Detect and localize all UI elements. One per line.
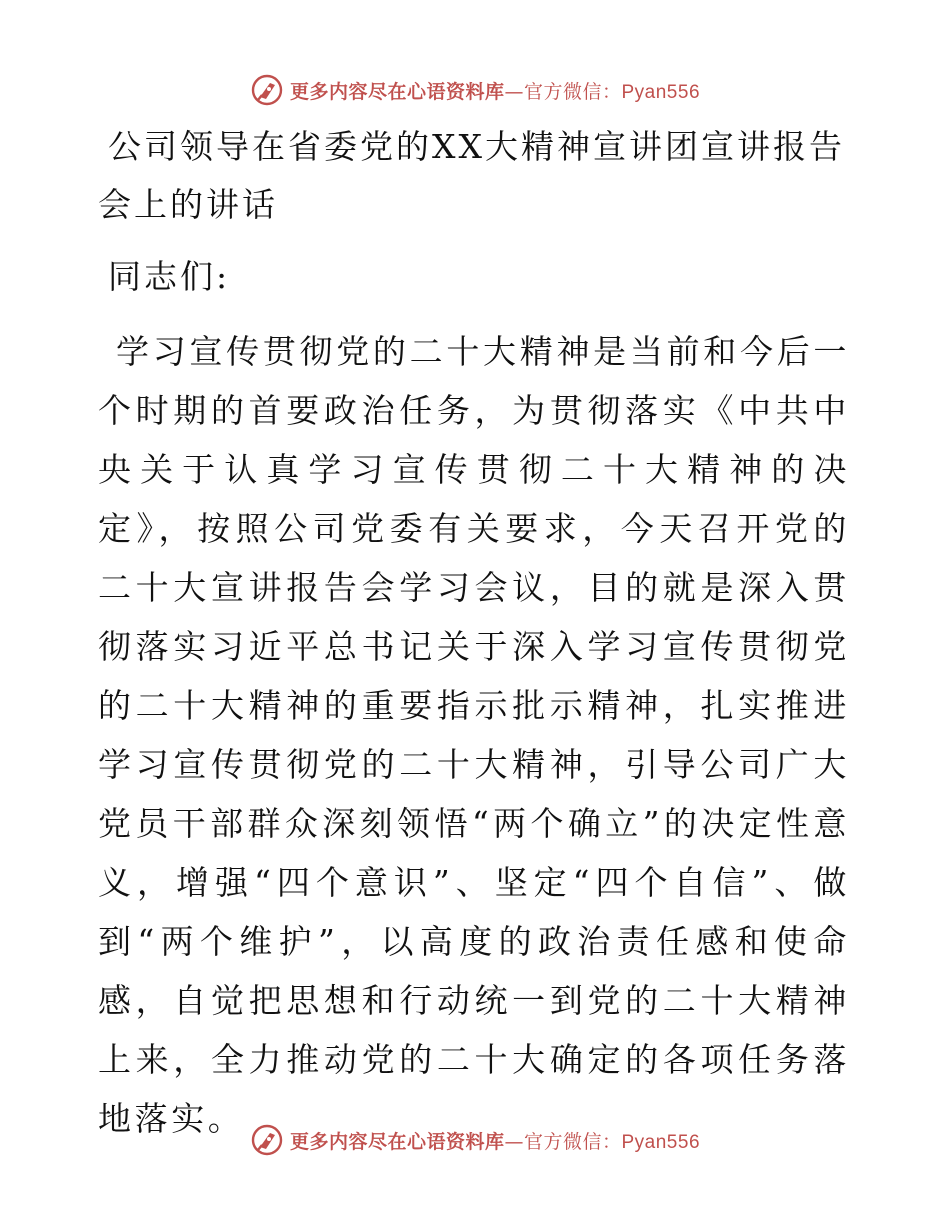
banner-wechat-label: 官方微信： (523, 80, 622, 103)
salutation: 同志们: (108, 257, 231, 296)
pen-nib-logo-icon (250, 1123, 284, 1157)
banner-wechat-id: Pyan556 (621, 1131, 701, 1153)
banner-text (290, 1127, 700, 1154)
pen-nib-logo-icon (250, 73, 284, 107)
banner-dash: — (504, 80, 524, 103)
banner-wechat-label: 官方微信： (523, 1130, 622, 1153)
body-paragraph: 学习宣传贯彻党的二十大精神是当前和今后一个时期的首要政治任务，为贯彻落实《中共中央关于认真学习宣传贯彻二十大精神的决定》，按照公司党委有关要求，今天召开党的二十大宣讲报告会学习会议，目的就是深入贯彻落实习近平总书记关于深入学习宣传贯彻党的二十大精神的重要指示批示精神，扎实推进学习宣传贯彻党的二十大精神，引导公司广大党员干部群众深刻领悟“两个确立”的决定性意义，增强“四个意识”、坚定“四个自信”、做到“两个维护”，以高度的政治责任感和使命感，自觉把思想和行动统一到党的二十大精神上来，全力推动党的二十大确定的各项任务落地落实。 (98, 332, 850, 1138)
banner-dash: — (504, 1130, 524, 1153)
document-body (98, 118, 850, 1148)
banner-text (290, 77, 700, 104)
banner-site-name: 更多内容尽在心语资料库 (289, 80, 505, 103)
banner-site-name: 更多内容尽在心语资料库 (289, 1130, 505, 1153)
banner-wechat-id: Pyan556 (621, 81, 701, 103)
footer-banner (0, 1120, 950, 1160)
document-title: 公司领导在省委党的XX大精神宣讲团宣讲报告会上的讲话 (98, 127, 845, 224)
header-banner (0, 70, 950, 110)
